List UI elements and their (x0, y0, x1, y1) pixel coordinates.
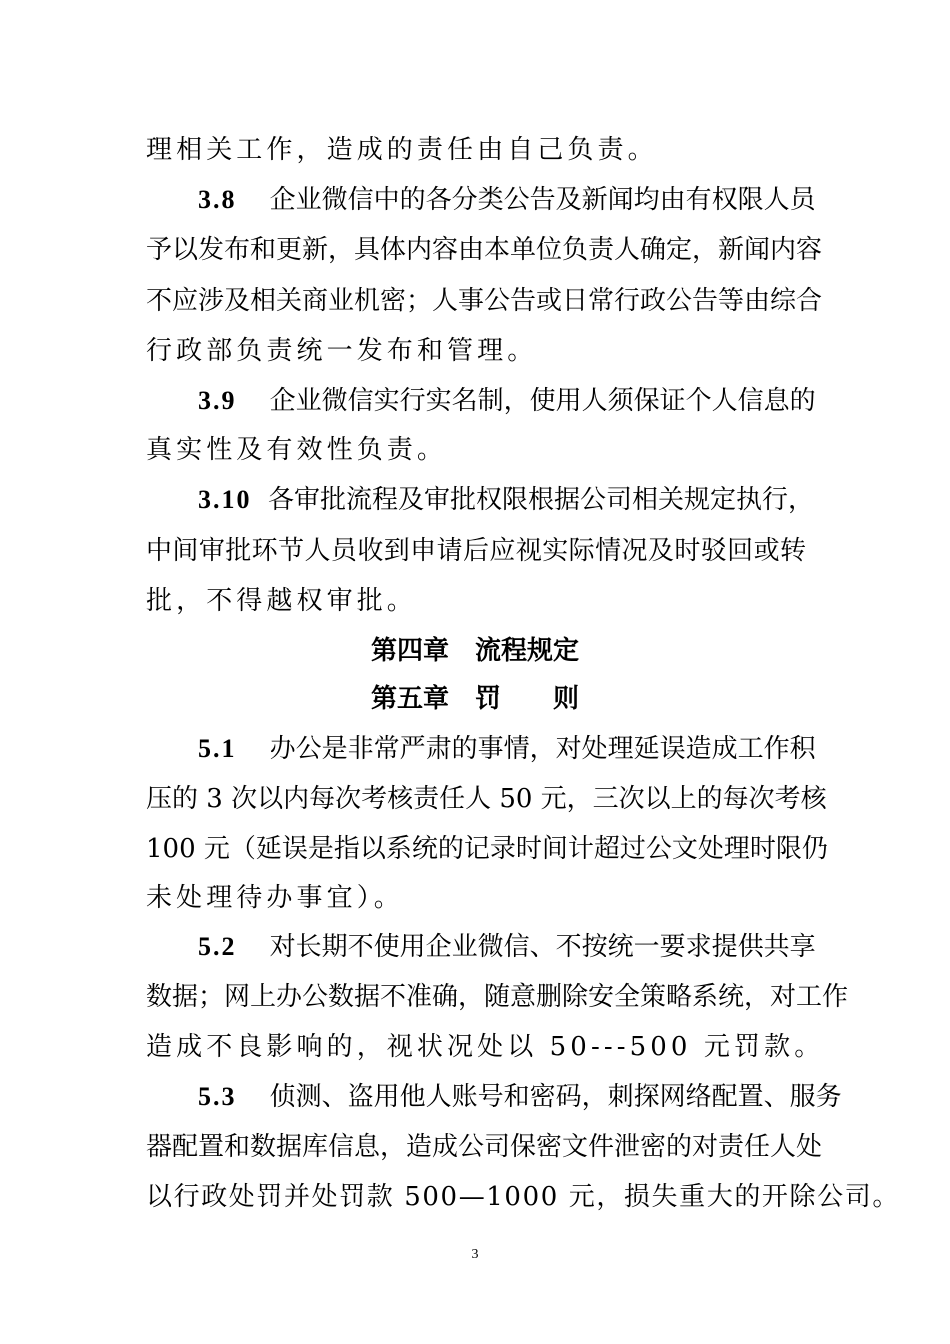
paragraph-5-2-line-2: 数据；网上办公数据不准确，随意删除安全策略系统，对工作 (146, 982, 849, 1012)
clause-number: 5.2 (198, 932, 237, 961)
paragraph-3-9-line-2: 真实性及有效性负责。 (146, 435, 448, 465)
paragraph-3-9-line-1: 3.9 企业微信实行实名制，使用人须保证个人信息的 (198, 386, 816, 416)
clause-number: 5.1 (198, 734, 237, 763)
paragraph-3-8-line-1: 3.8 企业微信中的各分类公告及新闻均由有权限人员 (198, 185, 816, 215)
paragraph-3-10-line-1: 3.10 各审批流程及审批权限根据公司相关规定执行， (198, 485, 815, 515)
paragraph-3-10-line-2: 中间审批环节人员收到申请后应视实际情况及时驳回或转 (146, 536, 806, 566)
paragraph-5-1-line-3: 100 元（延误是指以系统的记录时间计超过公文处理时限仍 (146, 834, 828, 864)
chapter-4-heading: 第四章 流程规定 (370, 636, 579, 666)
page-number: 3 (471, 1247, 479, 1262)
paragraph-5-2-line-3: 造成不良影响的，视状况处以 50---500 元罚款。 (146, 1032, 825, 1062)
paragraph-5-3-line-3: 以行政处罚并处罚款 500—1000 元，损失重大的开除公司。 (146, 1182, 900, 1212)
paragraph-5-2-line-1: 5.2 对长期不使用企业微信、不按统一要求提供共享 (198, 932, 816, 962)
paragraph-3-10-line-3: 批，不得越权审批。 (146, 586, 417, 616)
clause-number: 3.9 (198, 386, 237, 415)
clause-number: 5.3 (198, 1082, 237, 1111)
paragraph-5-1-line-1: 5.1 办公是非常严肃的事情，对处理延误造成工作积 (198, 734, 816, 764)
paragraph-5-1-line-2: 压的 3 次以内每次考核责任人 50 元，三次以上的每次考核 (146, 784, 827, 814)
paragraph-3-7-tail: 理相关工作，造成的责任由自己负责。 (146, 135, 658, 165)
paragraph-5-3-line-2: 器配置和数据库信息，造成公司保密文件泄密的对责任人处 (146, 1132, 823, 1162)
paragraph-5-3-line-1: 5.3 侦测、盗用他人账号和密码，刺探网络配置、服务 (198, 1082, 842, 1112)
paragraph-3-8-line-3: 不应涉及相关商业机密；人事公告或日常行政公告等由综合 (146, 286, 823, 316)
chapter-5-heading: 第五章 罚 则 (370, 684, 579, 714)
paragraph-3-8-line-4: 行政部负责统一发布和管理。 (146, 336, 538, 366)
clause-number: 3.10 (198, 485, 252, 514)
paragraph-3-8-line-2: 予以发布和更新，具体内容由本单位负责人确定，新闻内容 (146, 235, 823, 265)
paragraph-5-1-line-4: 未处理待办事宜）。 (146, 883, 404, 913)
clause-number: 3.8 (198, 185, 237, 214)
